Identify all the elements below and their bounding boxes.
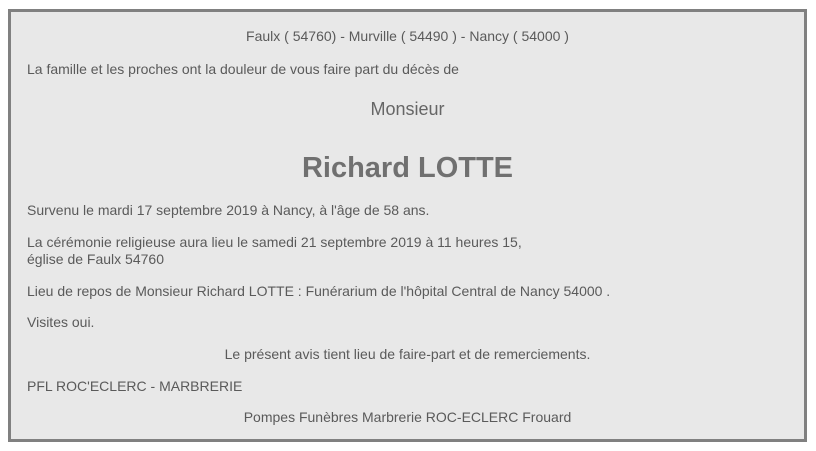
rest-place: Lieu de repos de Monsieur Richard LOTTE : Funérarium de l'hôpital Central de Nancy 54000 . xyxy=(27,283,611,299)
locations-line: Faulx ( 54760) - Murville ( 54490 ) - Nancy ( 54000 ) xyxy=(246,28,569,44)
intro-text: La famille et les proches ont la douleur de vous faire part du décès de xyxy=(27,61,459,77)
acknowledgement-text: Le présent avis tient lieu de faire-part et de remerciements. xyxy=(224,346,591,362)
company-full-name: Pompes Funèbres Marbrerie ROC-ECLERC Frouard xyxy=(243,409,572,425)
obituary-notice xyxy=(8,9,807,442)
civility-title: Monsieur xyxy=(370,99,445,119)
death-details: Survenu le mardi 17 septembre 2019 à Nancy, à l'âge de 58 ans. xyxy=(27,202,430,218)
visits-info: Visites oui. xyxy=(27,314,95,330)
company-short-name: PFL ROC'ECLERC - MARBRERIE xyxy=(27,378,243,394)
ceremony-line-1: La cérémonie religieuse aura lieu le samedi 21 septembre 2019 à 11 heures 15, xyxy=(27,234,522,250)
deceased-name: Richard LOTTE xyxy=(301,152,514,184)
ceremony-line-2: église de Faulx 54760 xyxy=(27,251,164,267)
